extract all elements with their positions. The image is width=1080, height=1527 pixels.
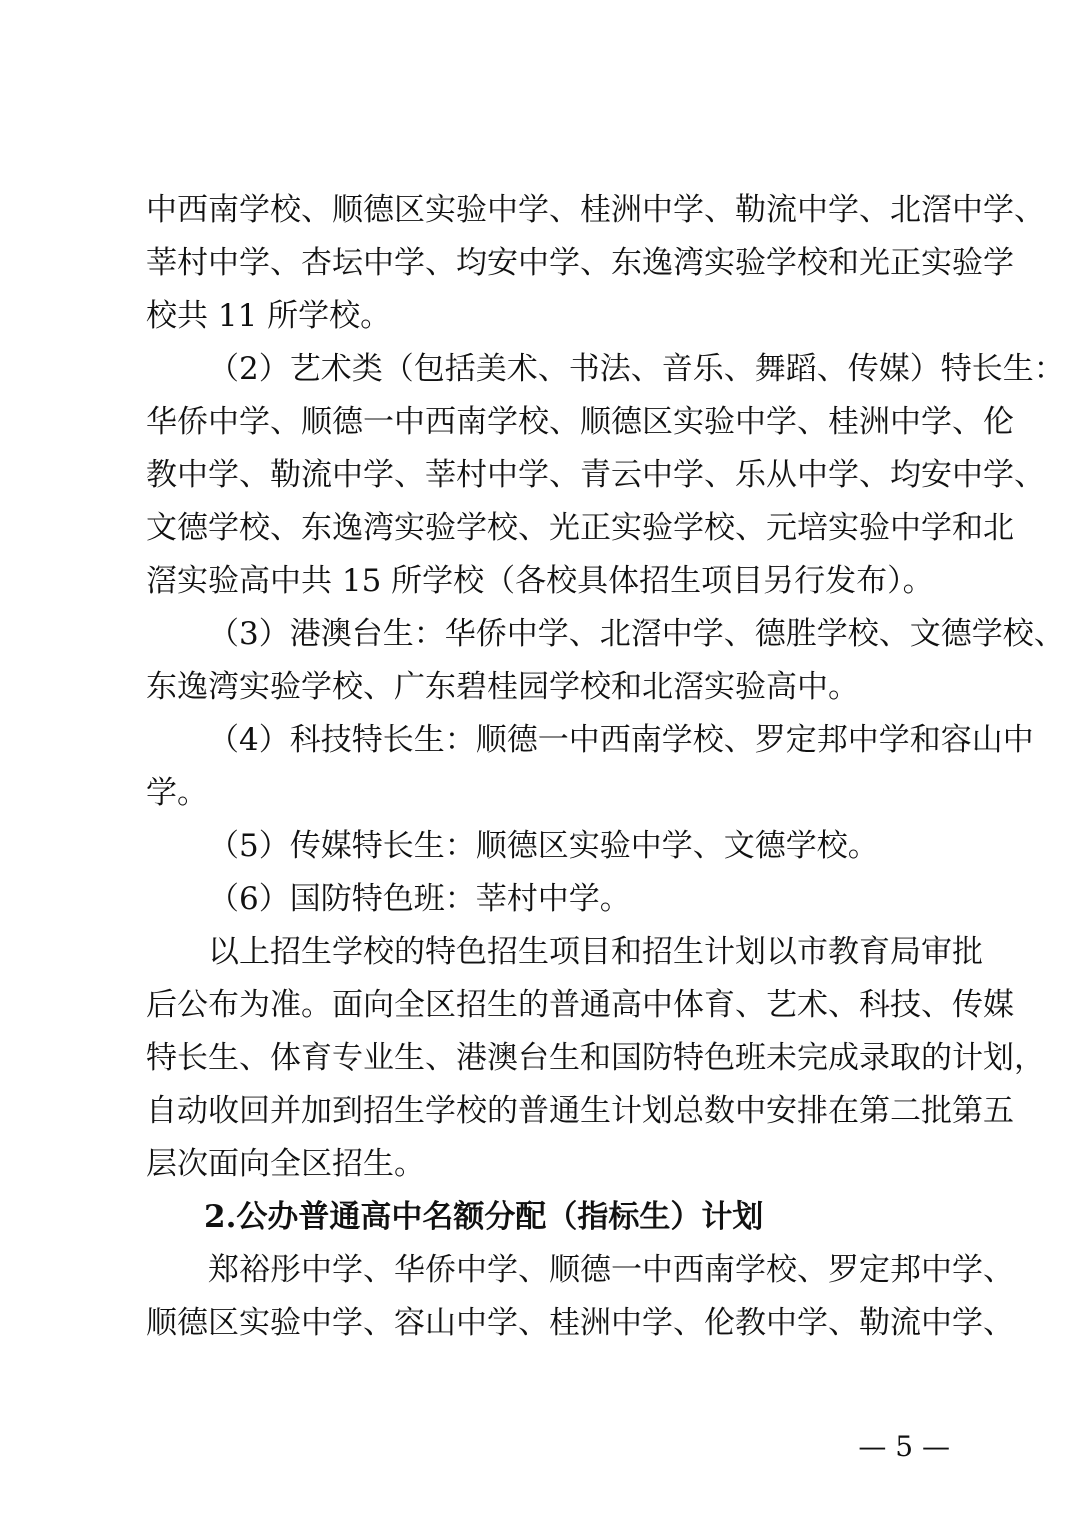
text-line-6: 教中学、勒流中学、莘村中学、青云中学、乐从中学、均安中学、 bbox=[146, 457, 1045, 493]
text-line-1: 中西南学校、顺德区实验中学、桂洲中学、勒流中学、北滘中学、 bbox=[146, 192, 1045, 228]
text-line-19: 层次面向全区招生。 bbox=[146, 1146, 425, 1182]
text-line-14: （6）国防特色班：莘村中学。 bbox=[208, 881, 631, 917]
text-line-5: 华侨中学、顺德一中西南学校、顺德区实验中学、桂洲中学、伦 bbox=[146, 404, 1014, 440]
text-line-10: 东逸湾实验学校、广东碧桂园学校和北滘实验高中。 bbox=[146, 669, 859, 705]
text-line-21: 郑裕彤中学、华侨中学、顺德一中西南学校、罗定邦中学、 bbox=[208, 1252, 1014, 1288]
text-line-15: 以上招生学校的特色招生项目和招生计划以市教育局审批 bbox=[208, 934, 983, 970]
text-line-13: （5）传媒特长生：顺德区实验中学、文德学校。 bbox=[208, 828, 879, 864]
text-line-9: （3）港澳台生：华侨中学、北滘中学、德胜学校、文德学校、 bbox=[208, 616, 1065, 652]
page-number: — 5 — bbox=[858, 1430, 950, 1463]
text-line-2: 莘村中学、杏坛中学、均安中学、东逸湾实验学校和光正实验学 bbox=[146, 245, 1014, 281]
text-line-11: （4）科技特长生：顺德一中西南学校、罗定邦中学和容山中 bbox=[208, 722, 1034, 758]
text-line-17: 特长生、体育专业生、港澳台生和国防特色班未完成录取的计划， bbox=[146, 1040, 1045, 1076]
text-line-4: （2）艺术类（包括美术、书法、音乐、舞蹈、传媒）特长生： bbox=[208, 351, 1065, 387]
text-line-8: 滘实验高中共 15 所学校（各校具体招生项目另行发布）。 bbox=[146, 563, 934, 599]
text-line-12: 学。 bbox=[146, 775, 208, 811]
text-line-18: 自动收回并加到招生学校的普通生计划总数中安排在第二批第五 bbox=[146, 1093, 1014, 1129]
text-line-16: 后公布为准。面向全区招生的普通高中体育、艺术、科技、传媒 bbox=[146, 987, 1014, 1023]
text-line-7: 文德学校、东逸湾实验学校、光正实验学校、元培实验中学和北 bbox=[146, 510, 1014, 546]
text-line-22: 顺德区实验中学、容山中学、桂洲中学、伦教中学、勒流中学、 bbox=[146, 1305, 1014, 1341]
section-heading: 2.公办普通高中名额分配（指标生）计划 bbox=[204, 1199, 764, 1235]
text-line-3: 校共 11 所学校。 bbox=[146, 298, 392, 334]
